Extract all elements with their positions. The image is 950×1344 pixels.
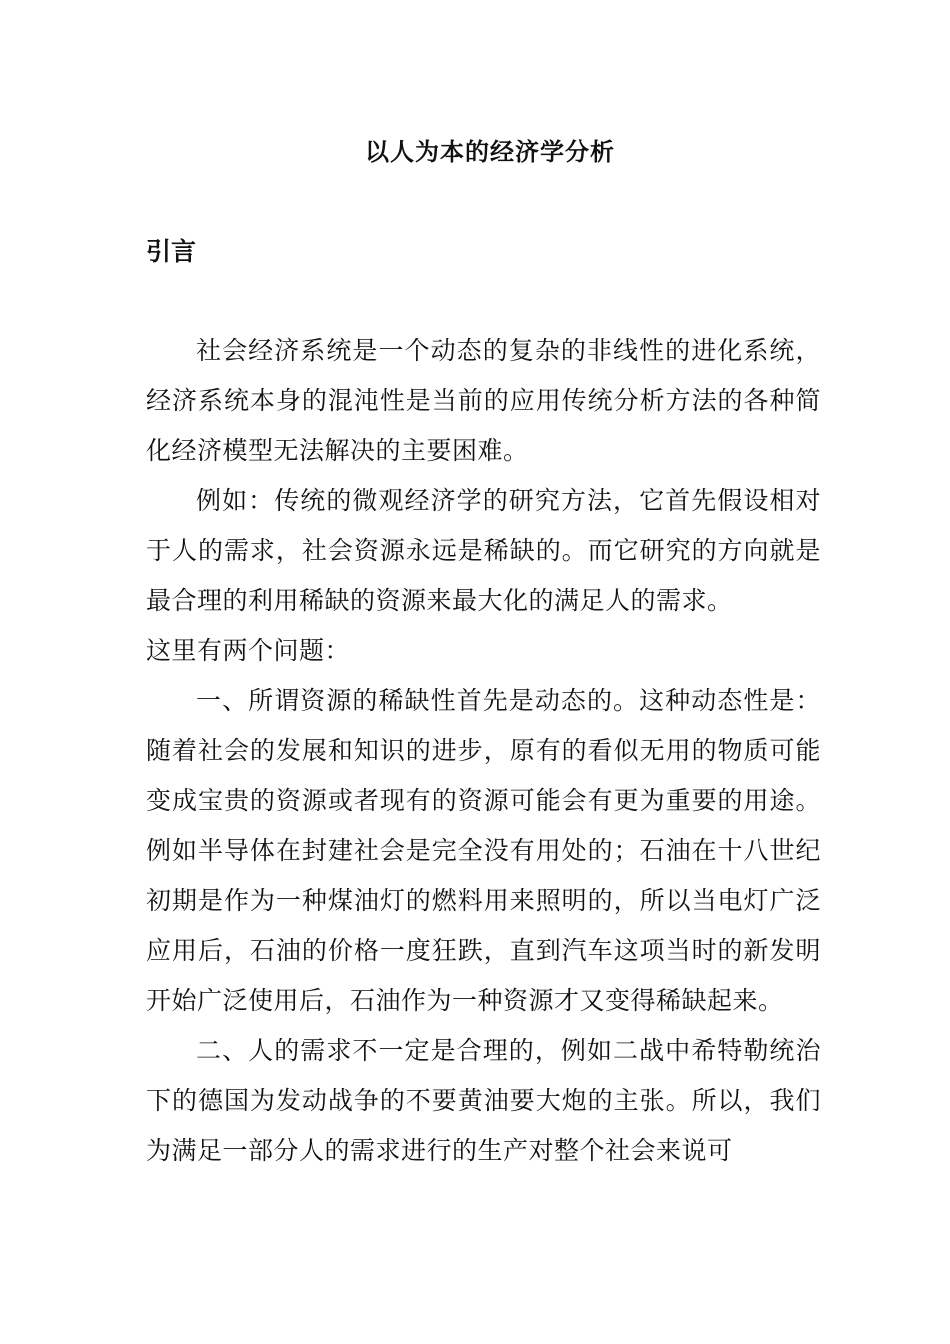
document-title: 以人为本的经济学分析 (365, 137, 615, 166)
paragraph-problem-two: 二、人的需求不一定是合理的，例如二战中希特勒统治下的德国为发动战争的不要黄油要大炮的主张。所以，我们为满足一部分人的需求进行的生产对整个社会来说可 (146, 1036, 821, 1165)
section-heading: 引言 (146, 237, 197, 266)
document-body (146, 326, 821, 1176)
paragraph-intro: 社会经济系统是一个动态的复杂的非线性的进化系统，经济系统本身的混沌性是当前的应用传统分析方法的各种简化经济模型无法解决的主要困难。 (146, 336, 821, 465)
paragraph-problem-one: 一、所谓资源的稀缺性首先是动态的。这种动态性是：随着社会的发展和知识的进步，原有的看似无用的物质可能变成宝贵的资源或者现有的资源可能会有更为重要的用途。例如半导体在封建社会是完全没有用处的；石油在十八世纪初期是作为一种煤油灯的燃料用来照明的，所以当电灯广泛应用后，石油的价格一度狂跌，直到汽车这项当时的新发明开始广泛使用后，石油作为一种资源才又变得稀缺起来。 (146, 686, 821, 1015)
paragraph-problems-lead: 这里有两个问题： (146, 636, 351, 665)
paragraph-example: 例如：传统的微观经济学的研究方法，它首先假设相对于人的需求，社会资源永远是稀缺的。而它研究的方向就是最合理的利用稀缺的资源来最大化的满足人的需求。 (146, 486, 821, 615)
